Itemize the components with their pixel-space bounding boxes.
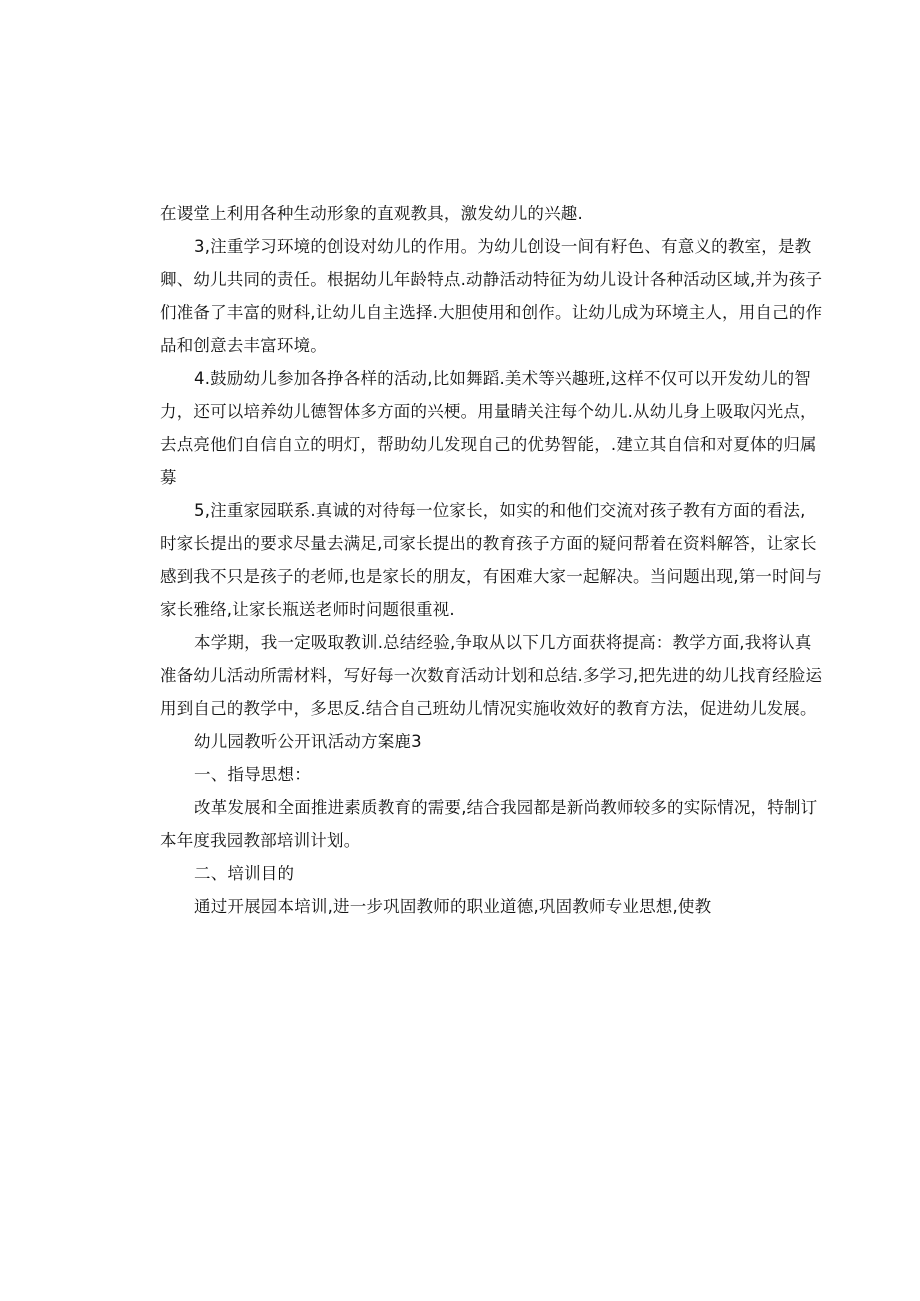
paragraph-4: [160, 494, 823, 626]
text-line: 去点亮他们自信自立的明灯，帮助幼儿发现自己的优势智能，.建立其自信和对夏体的归属: [160, 435, 817, 454]
text-line: 5,注重家园联系.真诚的对待每一位家长，如实的和他们交流对孩子教有方面的看法,: [194, 501, 806, 520]
text-line: 本年度我园教部培训计划。: [160, 831, 361, 850]
text-line: 募: [160, 468, 177, 487]
heading-guiding-ideology: 一、指导思想：: [194, 765, 311, 784]
text-line: 3,注重学习环境的创设对幼儿的作用。为幼儿创设一间有籽色、有意义的教室，是教: [194, 237, 812, 256]
paragraph-7: [160, 890, 770, 923]
document-page: [160, 197, 823, 923]
text-line: 力，还可以培养幼儿德智体多方面的兴梗。用量睛关注每个幼儿.从幼儿身上吸取闪光点，: [160, 402, 817, 421]
text-line: 改革发展和全面推进素质教育的需要,结合我园都是新尚教师较多的实际情况，特制订: [194, 798, 818, 817]
text-line: 4.鼓励幼儿参加各挣各样的活动,比如舞蹈.美术等兴趣班,这样不仅可以开发幼儿的智: [194, 369, 811, 388]
text-line: 们准备了丰富的财科,让幼儿自主选择.大胆使用和创作。让幼儿成为环境主人，用自己的作: [160, 303, 823, 322]
text-line: 用到自己的教学中，多思反.结合自己班幼儿情况实施收效好的教育方法，促进幼儿发展。: [160, 699, 817, 718]
text-line: 在谡堂上利用各种生动形象的直观教具，激发幼儿的兴趣.: [160, 204, 583, 223]
paragraph-3: [160, 362, 817, 494]
text-line: 准备幼儿活动所需材料，写好每一次数育活动计划和总结.多学习,把先进的幼儿找育经脸运: [160, 666, 823, 685]
text-line: 品和创意去丰富环境。: [160, 336, 327, 355]
paragraph-1: [160, 197, 770, 230]
text-line: 卿、幼儿共同的责任。根据幼儿年龄特点.动静活动特征为幼儿设计各种活动区域,并为孩子: [160, 270, 823, 289]
text-line: 通过开展园本培训,进一步巩固教师的职业道德,巩固教师专业思想,使教: [194, 897, 712, 916]
paragraph-6: [160, 791, 818, 857]
heading-training-purpose: 二、培训目的: [194, 864, 295, 883]
text-line: 家长雅络,让家长瓶送老师时问题很重视.: [160, 600, 455, 619]
text-line: 时家长提出的要求尽量去满足,司家长提出的教育孩子方面的疑问帮着在资料解答，让家长: [160, 534, 817, 553]
text-line: 本学期，我一定吸取教训.总结经验,争取从以下几方面获将提高：教学方面,我将认真: [194, 633, 812, 652]
paragraph-5: [160, 626, 823, 725]
paragraph-2: [160, 230, 823, 362]
section-title: 幼儿园教听公开讯活动方案鹿3: [194, 732, 422, 751]
text-line: 感到我不只是孩子的老师,也是家长的朋友，有困难大家一起解决。当问题出现,第一时间与: [160, 567, 823, 586]
